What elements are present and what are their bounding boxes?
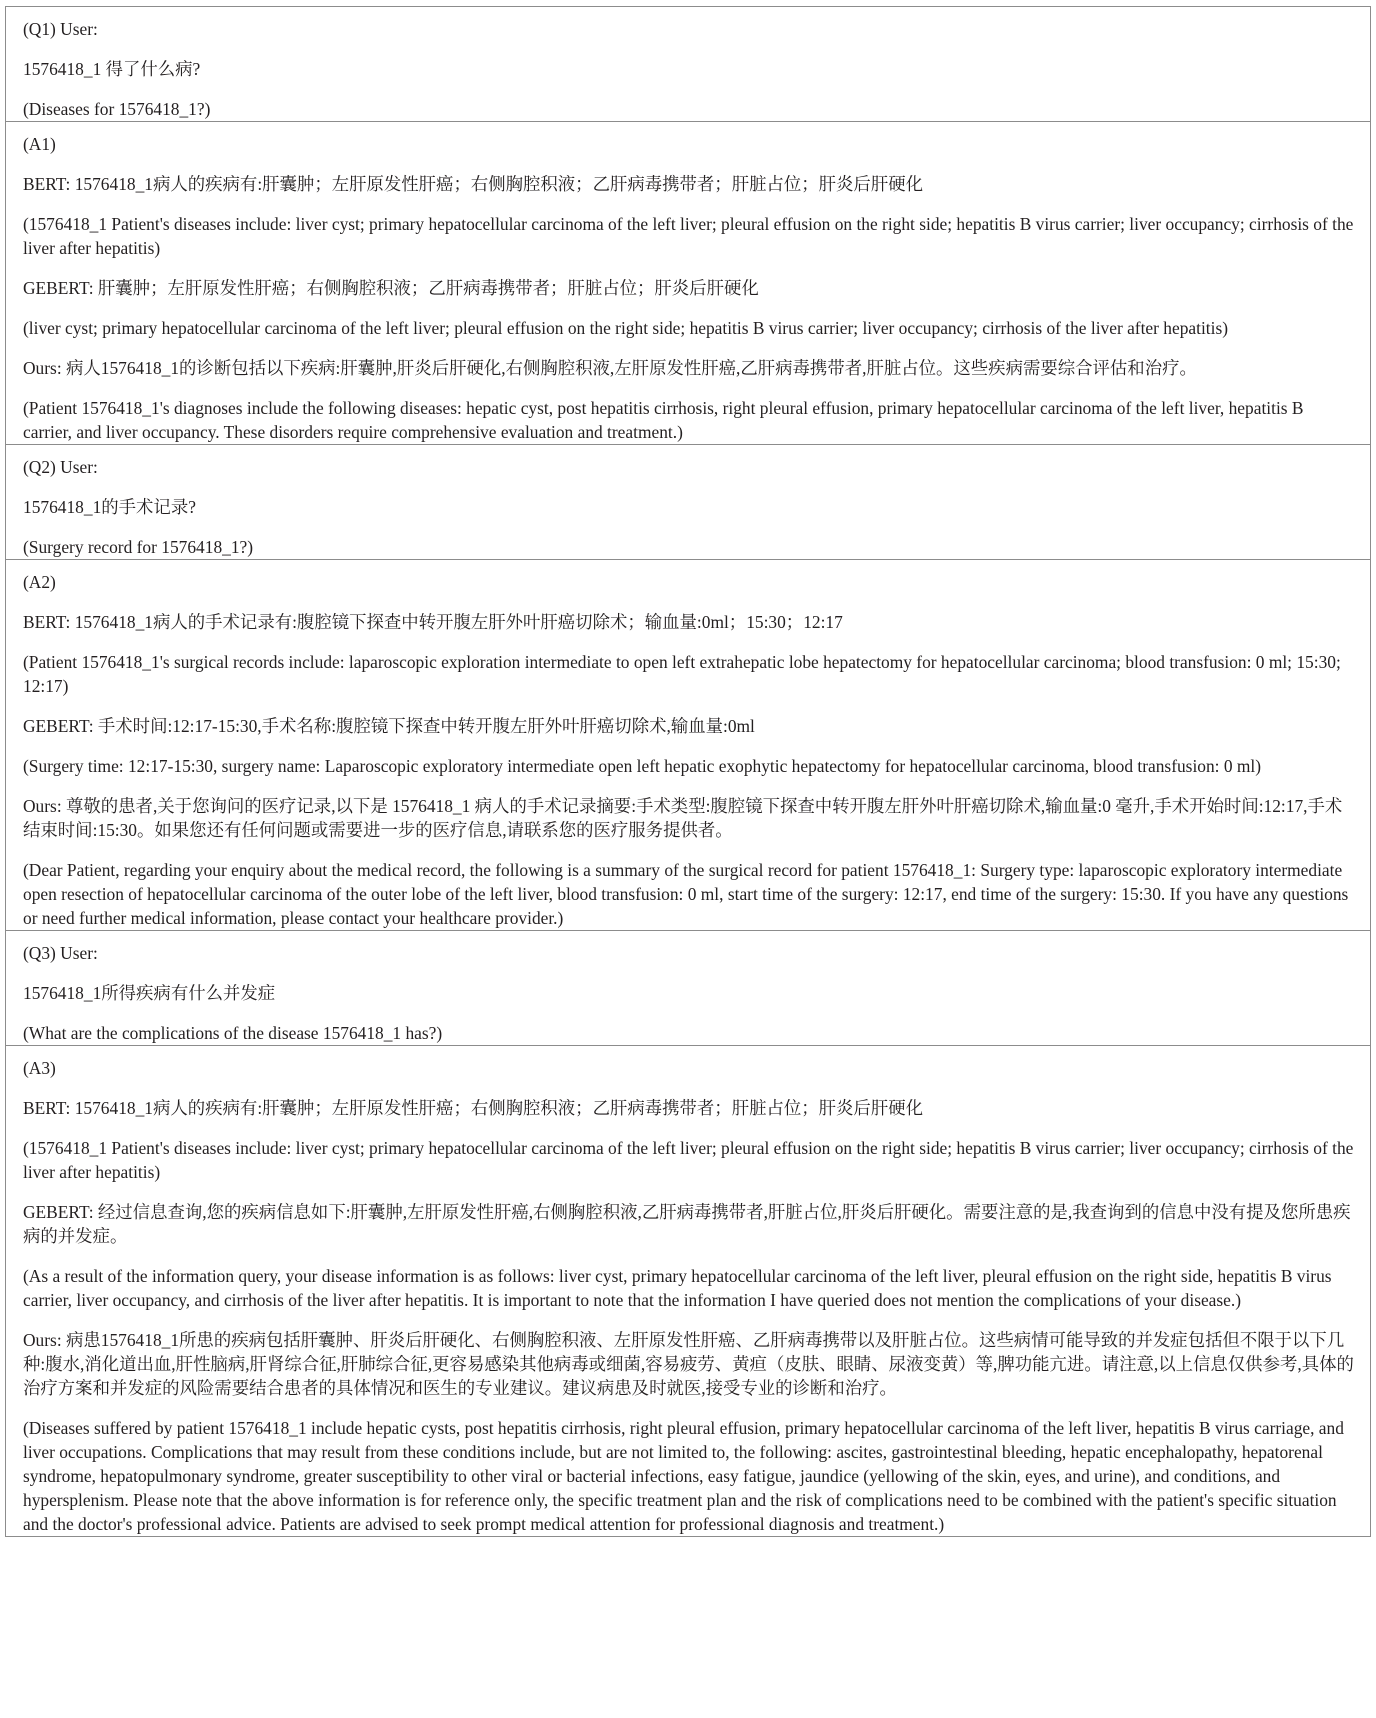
a2-ours-zh: Ours: 尊敬的患者,关于您询问的医疗记录,以下是 1576418_1 病人的手术记录摘要:手术类型:腹腔镜下探查中转开腹左肝外叶肝癌切除术,输血量:0 毫升,手术开始时间:12:17,手术结束时间:15:30。如果您还有任何问题或需要进一步的医疗信息,请联系您的医疗服务提供者。 [23,796,1343,840]
a2-bert-en: (Patient 1576418_1's surgical records include: laparoscopic exploration intermediate to open left extrahepatic lobe hepatectomy for hepatocellular carcinoma; blood transfusion: 0 ml; 15:30; 12:17) [23,652,1341,696]
qa-comparison-table [5,6,1371,1537]
a1-ours-zh: Ours: 病人1576418_1的诊断包括以下疾病:肝囊肿,肝炎后肝硬化,右侧胸腔积液,左肝原发性肝癌,乙肝病毒携带者,肝脏占位。这些疾病需要综合评估和治疗。 [23,358,1197,378]
q1-label: (Q1) User: [23,19,98,39]
a1-label: (A1) [23,134,56,154]
a1-bert-zh: BERT: 1576418_1病人的疾病有:肝囊肿；左肝原发性肝癌；右侧胸腔积液；乙肝病毒携带者；肝脏占位；肝炎后肝硬化 [23,174,923,194]
a3-label: (A3) [23,1058,56,1078]
q1-row [6,7,1370,121]
a1-row [6,121,1370,444]
q2-row [6,444,1370,559]
a2-label: (A2) [23,572,56,592]
a3-row [6,1045,1370,1536]
a1-gebert-zh: GEBERT: 肝囊肿；左肝原发性肝癌；右侧胸腔积液；乙肝病毒携带者；肝脏占位；肝炎后肝硬化 [23,278,759,298]
a3-bert-en: (1576418_1 Patient's diseases include: liver cyst; primary hepatocellular carcinoma of the left liver; pleural effusion on the right side; hepatitis B virus carrier; liver occupancy; cirrhosis of the liver after hepatitis) [23,1138,1354,1182]
q3-question-zh: 1576418_1所得疾病有什么并发症 [23,983,276,1003]
a1-bert-en: (1576418_1 Patient's diseases include: liver cyst; primary hepatocellular carcinoma of the left liver; pleural effusion on the right side; hepatitis B virus carrier; liver occupancy; cirrhosis of the liver after hepatitis) [23,214,1354,258]
a3-ours-en: (Diseases suffered by patient 1576418_1 include hepatic cysts, post hepatitis cirrhosis, right pleural effusion, primary hepatocellular carcinoma of the left liver, hepatitis B virus carriage, and liver occupations. Complications that may result from these conditions include, but are not limited to, the following: ascites, gastrointestinal bleeding, hepatic encephalopathy, hepatorenal syndrome, hepatopulmonary syndrome, greater susceptibility to other viral or bacterial infections, easy fatigue, jaundice (yellowing of the skin, eyes, and urine), and conditions, and hypersplenism. Please note that the above information is for reference only, the specific treatment plan and the risk of complications need to be combined with the patient's specific situation and the doctor's professional advice. Patients are advised to seek prompt medical attention for professional diagnosis and treatment.) [23,1418,1344,1534]
a3-gebert-en: (As a result of the information query, your disease information is as follows: liver cyst, primary hepatocellular carcinoma of the left liver, pleural effusion on the right side, hepatitis B virus carrier, liver occupancy, and cirrhosis of the liver after hepatitis. It is important to note that the information I have queried does not mention the complications of your disease.) [23,1266,1332,1310]
a2-bert-zh: BERT: 1576418_1病人的手术记录有:腹腔镜下探查中转开腹左肝外叶肝癌切除术；输血量:0ml；15:30；12:17 [23,612,843,632]
q1-question-en: (Diseases for 1576418_1?) [23,99,211,119]
a2-gebert-zh: GEBERT: 手术时间:12:17-15:30,手术名称:腹腔镜下探查中转开腹左肝外叶肝癌切除术,输血量:0ml [23,716,755,736]
a2-ours-en: (Dear Patient, regarding your enquiry about the medical record, the following is a summary of the surgical record for patient 1576418_1: Surgery type: laparoscopic exploratory intermediate open resection of hepatocellular carcinoma of the outer lobe of the left liver, blood transfusion: 0 ml, start time of the surgery: 12:17, end time of the surgery: 15:30. If you have any questions or need further medical information, please contact your healthcare provider.) [23,860,1349,928]
a2-row [6,559,1370,930]
a1-gebert-en: (liver cyst; primary hepatocellular carcinoma of the left liver; pleural effusion on the right side; hepatitis B virus carrier; liver occupancy; cirrhosis of the liver after hepatitis) [23,318,1228,338]
a3-ours-zh: Ours: 病患1576418_1所患的疾病包括肝囊肿、肝炎后肝硬化、右侧胸腔积液、左肝原发性肝癌、乙肝病毒携带以及肝脏占位。这些病情可能导致的并发症包括但不限于以下几种:腹水,消化道出血,肝性脑病,肝肾综合征,肝肺综合征,更容易感染其他病毒或细菌,容易疲劳、黄疸（皮肤、眼睛、尿液变黄）等,脾功能亢进。请注意,以上信息仅供参考,具体的治疗方案和并发症的风险需要结合患者的具体情况和医生的专业建议。建议病患及时就医,接受专业的诊断和治疗。 [23,1330,1354,1398]
q3-label: (Q3) User: [23,943,98,963]
q3-row [6,930,1370,1045]
q2-question-en: (Surgery record for 1576418_1?) [23,537,254,557]
a3-bert-zh: BERT: 1576418_1病人的疾病有:肝囊肿；左肝原发性肝癌；右侧胸腔积液；乙肝病毒携带者；肝脏占位；肝炎后肝硬化 [23,1098,923,1118]
q2-label: (Q2) User: [23,457,98,477]
q3-question-en: (What are the complications of the disease 1576418_1 has?) [23,1023,443,1043]
a2-gebert-en: (Surgery time: 12:17-15:30, surgery name: Laparoscopic exploratory intermediate open left hepatic exophytic hepatectomy for hepatocellular carcinoma, blood transfusion: 0 ml) [23,756,1262,776]
a1-ours-en: (Patient 1576418_1's diagnoses include the following diseases: hepatic cyst, post hepatitis cirrhosis, right pleural effusion, primary hepatocellular carcinoma of the left liver, hepatitis B carrier, and liver occupancy. These disorders require comprehensive evaluation and treatment.) [23,398,1304,442]
q2-question-zh: 1576418_1的手术记录? [23,497,196,517]
a3-gebert-zh: GEBERT: 经过信息查询,您的疾病信息如下:肝囊肿,左肝原发性肝癌,右侧胸腔积液,乙肝病毒携带者,肝脏占位,肝炎后肝硬化。需要注意的是,我查询到的信息中没有提及您所患疾病的并发症。 [23,1202,1351,1246]
q1-question-zh: 1576418_1 得了什么病? [23,59,201,79]
